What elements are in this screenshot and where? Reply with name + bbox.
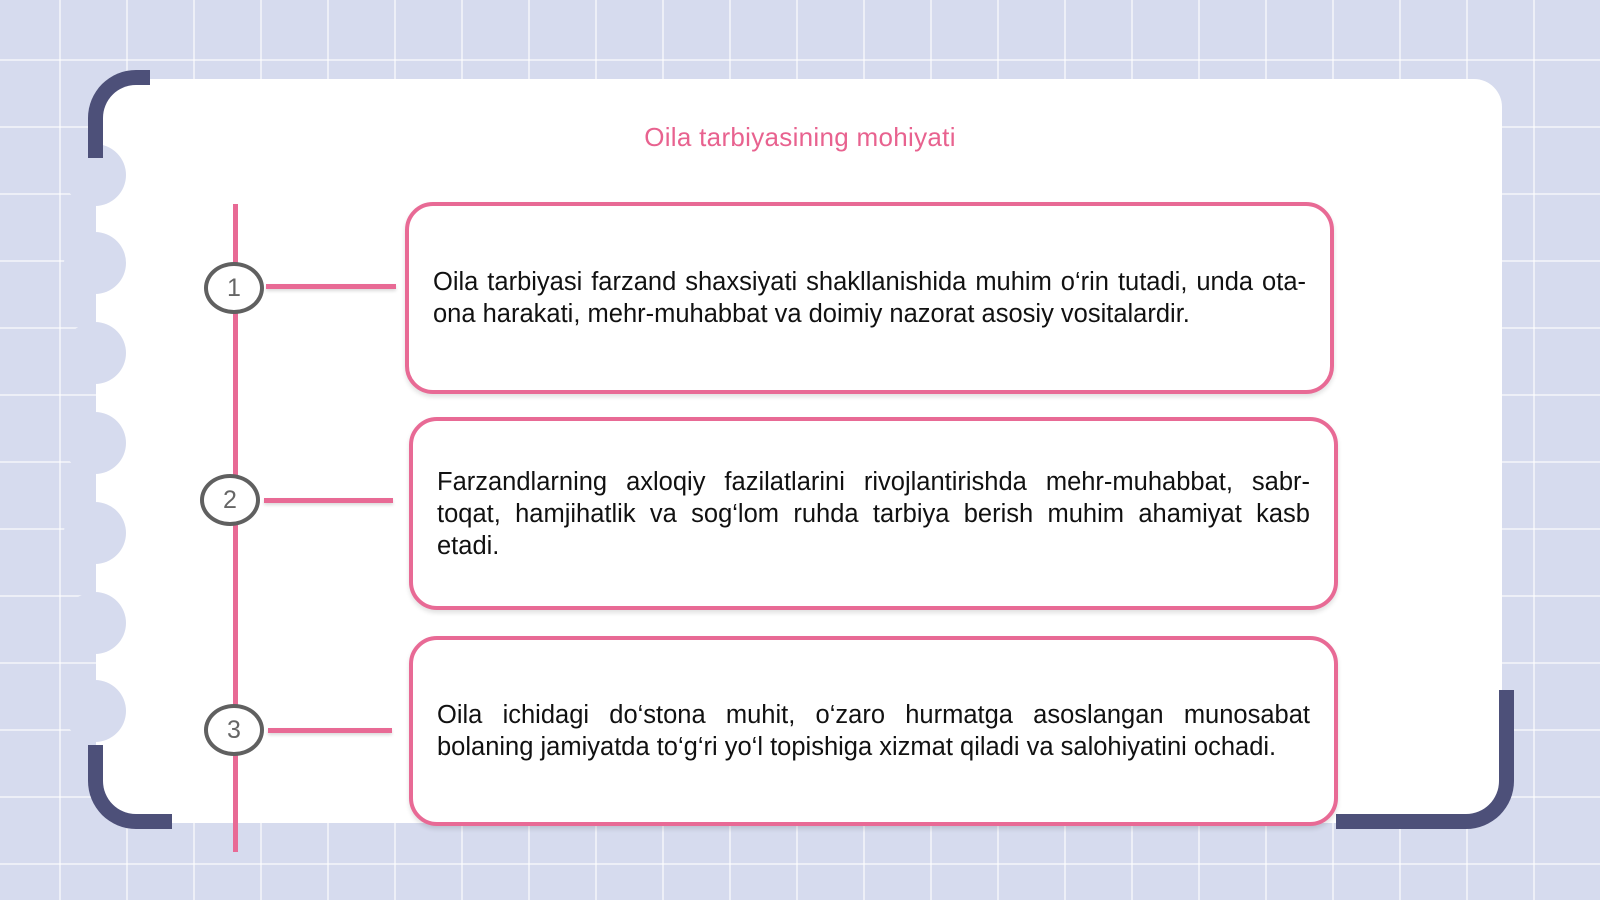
card-edge-scallop bbox=[64, 232, 126, 294]
step-text: Oila ichidagi do‘stona muhit, o‘zaro hurmatga asoslangan munosabat bolaning jamiyatda to‘g‘ri yo‘l topishiga xizmat qiladi va salohiyatini ochadi. bbox=[437, 701, 1310, 761]
step-text: Farzandlarning axloqiy fazilatlarini rivojlantirishda mehr-muhabbat, sabr-toqat, hamjihatlik va sog‘lom ruhda tarbiya berish muhim ahamiyat kasb etadi. bbox=[437, 467, 1310, 560]
step-text: Oila tarbiyasi farzand shaxsiyati shakllanishida muhim o‘rin tutadi, unda ota-ona harakati, mehr-muhabbat va doimiy nazorat asosiy vositalardir. bbox=[433, 268, 1306, 328]
step-number-badge bbox=[204, 704, 264, 756]
step-number-badge bbox=[204, 262, 264, 314]
card-edge-scallop bbox=[64, 680, 126, 742]
step-number-badge bbox=[200, 474, 260, 526]
step-number: 1 bbox=[227, 273, 241, 302]
step-connector bbox=[268, 728, 392, 733]
frame-corner-bottom-left bbox=[88, 745, 172, 829]
step-card bbox=[409, 417, 1338, 610]
step-card bbox=[409, 636, 1338, 826]
step-number: 3 bbox=[227, 715, 241, 744]
card-edge-scallop bbox=[64, 322, 126, 384]
card-edge-scallop bbox=[64, 412, 126, 474]
slide-title: Oila tarbiyasining mohiyati bbox=[644, 122, 956, 152]
card-edge-scallop bbox=[64, 592, 126, 654]
frame-corner-bottom-right bbox=[1336, 690, 1514, 829]
step-number: 2 bbox=[223, 485, 237, 514]
card-edge-scallop bbox=[64, 502, 126, 564]
step-connector bbox=[266, 284, 396, 289]
step-connector bbox=[264, 498, 393, 503]
step-card bbox=[405, 202, 1334, 394]
